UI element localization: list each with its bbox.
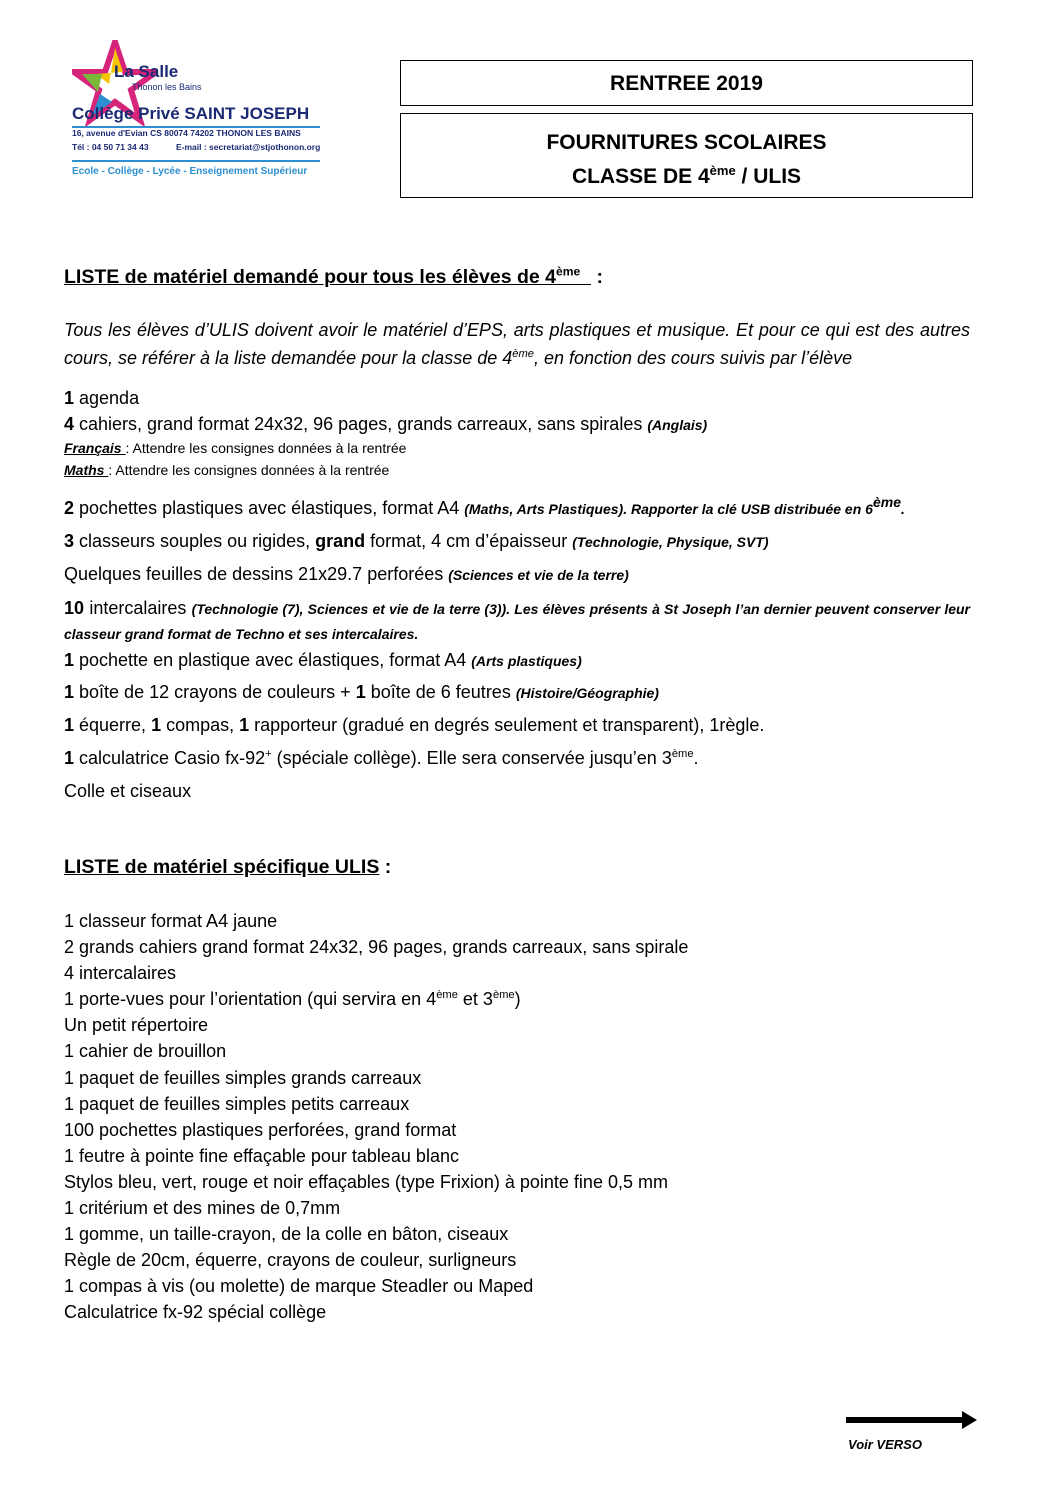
- ulis-list: [64, 908, 688, 1326]
- school-logo: [72, 40, 332, 190]
- logo-tel: Tél : 04 50 71 34 43: [72, 142, 149, 152]
- fournitures-title: FOURNITURES SCOLAIRES: [546, 131, 827, 154]
- list-item-pochette-plastique: 1 pochette en plastique avec élastiques, format A4 (Arts plastiques): [64, 650, 582, 670]
- list-item: 2 grands cahiers grand format 24x32, 96 pages, grands carreaux, sans spirale: [64, 937, 689, 958]
- logo-brand: La Salle: [114, 62, 179, 81]
- list-item: 100 pochettes plastiques perforées, grand format: [64, 1119, 457, 1140]
- logo-divider: [72, 160, 320, 162]
- list-item: Stylos bleu, vert, rouge et noir effaçables (type Frixion) à pointe fine 0,5 mm: [64, 1171, 668, 1192]
- list-item: 1 feutre à pointe fine effaçable pour tableau blanc: [64, 1145, 459, 1166]
- list-item: 1 paquet de feuilles simples petits carreaux: [64, 1093, 410, 1114]
- list-item-pochettes: 2 pochettes plastiques avec élastiques, format A4 (Maths, Arts Plastiques). Rapporter la clé USB distribuée en 6ème.: [64, 494, 905, 518]
- logo-subbrand: Thonon les Bains: [132, 82, 202, 92]
- list-item: 1 critérium et des mines de 0,7mm: [64, 1198, 341, 1219]
- list-item: 1 gomme, un taille-crayon, de la colle en bâton, ciseaux: [64, 1224, 509, 1245]
- logo-address: 16, avenue d'Evian CS 80074 74202 THONON LES BAINS: [72, 128, 301, 138]
- section1-heading: LISTE de matériel demandé pour tous les élèves de 4ème :: [64, 264, 603, 288]
- list-item: 4 intercalaires: [64, 963, 177, 984]
- list-item-colle: Colle et ciseaux: [64, 781, 192, 801]
- section1-intro: Tous les élèves d’ULIS doivent avoir le matériel d’EPS, arts plastiques et musique. Et pour ce qui est des autres cours, se référer à la liste demandée pour la classe de 4ème, en fonction des cours suivis par l’élève: [64, 320, 970, 368]
- list-item-crayons-feutres: 1 boîte de 12 crayons de couleurs + 1 boîte de 6 feutres (Histoire/Géographie): [64, 682, 659, 702]
- list-item: 1 paquet de feuilles simples grands carreaux: [64, 1067, 422, 1088]
- list-item-classeurs: 3 classeurs souples ou rigides, grand format, 4 cm d’épaisseur (Technologie, Physique, SVT): [64, 531, 769, 551]
- logo-levels: Ecole - Collège - Lycée - Enseignement Supérieur: [72, 166, 308, 177]
- list-item: Calculatrice fx-92 spécial collège: [64, 1302, 327, 1323]
- list-item-geometrie: 1 équerre, 1 compas, 1 rapporteur (gradué en degrés seulement et transparent), 1règle.: [64, 715, 765, 735]
- arrow-right-icon: [846, 1410, 978, 1430]
- list-item: 1 compas à vis (ou molette) de marque Steadler ou Maped: [64, 1276, 534, 1297]
- list-item: 1 cahier de brouillon: [64, 1041, 227, 1062]
- list-item-agenda: 1 agenda: [64, 388, 140, 408]
- list-item-calculatrice: 1 calculatrice Casio fx-92+ (spéciale collège). Elle sera conservée jusqu’en 3ème.: [64, 748, 699, 768]
- list-item-porte-vues: 1 porte-vues pour l’orientation (qui servira en 4ème et 3ème): [64, 989, 521, 1010]
- classe-title: CLASSE DE 4ème / ULIS: [571, 163, 802, 188]
- logo-email: E-mail : secretariat@stjothonon.org: [176, 142, 321, 152]
- list-item: 1 classeur format A4 jaune: [64, 911, 278, 931]
- rentree-title: RENTREE 2019: [610, 72, 763, 95]
- note-maths: Maths : Attendre les consignes données à la rentrée: [64, 462, 390, 478]
- list-item-cahiers: 4 cahiers, grand format 24x32, 96 pages, grands carreaux, sans spirales (Anglais): [64, 414, 708, 434]
- list-item: Un petit répertoire: [64, 1015, 209, 1036]
- list-item-intercalaires: 10 intercalaires (Technologie (7), Sciences et vie de la terre (3)). Les élèves présents à St Joseph l’an dernier peuvent conserver leur classeur grand format de Techno et ses intercalaires.: [64, 598, 970, 642]
- section2-heading: LISTE de matériel spécifique ULIS :: [64, 856, 392, 878]
- logo-college-name: Collège Privé SAINT JOSEPH: [72, 104, 310, 123]
- fournitures-box: [400, 113, 973, 198]
- list-item: Règle de 20cm, équerre, crayons de couleur, surligneurs: [64, 1250, 517, 1271]
- rentree-box: [400, 60, 973, 106]
- voir-verso-label: Voir VERSO: [848, 1437, 922, 1452]
- list-item-feuilles-dessin: Quelques feuilles de dessins 21x29.7 perforées (Sciences et vie de la terre): [64, 564, 629, 584]
- note-francais: Français : Attendre les consignes données à la rentrée: [64, 440, 407, 456]
